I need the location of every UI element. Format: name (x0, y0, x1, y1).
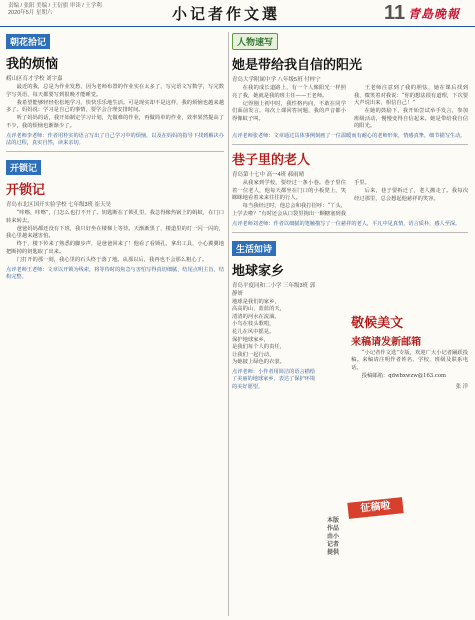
article-subtitle: 来稿请发新邮箱 (351, 336, 422, 348)
editor-signature: 张 洋 (455, 384, 468, 391)
article-byline: 青岛第十七中 高一4班 郝雨晴 (232, 172, 305, 179)
header-meta (8, 3, 102, 17)
article-my-troubles (6, 53, 224, 147)
newspaper-logo: 青島晚報 (408, 7, 461, 21)
divider (232, 144, 468, 145)
teacher-comment: 点评老师张老师：文章通过具体事例刻画了一位温暖而有耐心的老师形象，情感真挚，细节描写生动。 (232, 133, 466, 140)
divider (6, 151, 224, 152)
paragraph: 我希望能够轻轻松松地学习，快快乐乐地生活。可是现实却不是这样，我的烦恼也越来越多了。妈妈说：学习是自己的事情，要学会合理安排时间。 (6, 99, 224, 114)
poem-line: 高高的山，蓝蓝的天， (232, 306, 285, 313)
poem-line: 小鸟在枝头歌唱， (232, 321, 275, 328)
article-title: 她是带给我自信的阳光 (232, 58, 363, 73)
article-byline: 青岛市北区国开实验学校 七年级3班 崔天昊 (6, 201, 112, 208)
article-unlocking (6, 179, 224, 281)
article-body (351, 350, 468, 381)
poem-line: 保护地球家乡， (232, 336, 270, 343)
paragraph: 王老师注意到了我的胆怯，她在课后找到我，微笑着对我说：“你的想法很有道理，下次要大声说出来，相信自己！” (354, 85, 468, 107)
poem-body (232, 299, 319, 367)
article-byline: 青岛大学附属中学 八年级5班 付梓宁 (232, 77, 321, 83)
article-title: 我的烦恼 (6, 57, 59, 72)
paragraph: 最近的我，总是为作业发愁，因为老师布置的作业实在太多了，写完语文写数学，写完数学写英语，每天都要写到很晚才能睡觉。 (6, 84, 224, 98)
teacher-comment: 点评老师：小作者用简洁的语言描绘了美丽的地球家乡，表达了保护环境的美好愿望。 (232, 368, 316, 390)
paragraph: 门打开的那一刻，我心里的石头终于落了地。从那以后，我再也不会那么粗心了。 (16, 257, 208, 264)
paragraph: 记得刚上初中时，我性格内向，不敢在同学们面前发言。每次上课回答问题，我的声音都小得像蚊子叫。 (232, 100, 346, 122)
page-header (0, 0, 475, 27)
divider (232, 232, 468, 233)
article-byline: 崂山区育才学校 刘宇嘉 (6, 76, 63, 82)
article-body (232, 180, 468, 218)
editor-credits: 责编 / 张阳 美编 / 王衍旗 审读 / 王学利 (8, 3, 102, 9)
teacher-comment: 点评老师王老师：文章以开锁为线索，将等待时的焦急与害怕写得真切细腻，结尾点明主旨，结构完整。 (6, 266, 224, 281)
vertical-note: 本版作品由小记者提供 (326, 517, 339, 556)
article-title: 地球家乡 (232, 263, 285, 279)
page-number: 11 (384, 2, 406, 24)
article-sunshine (232, 54, 468, 140)
paragraph: “小记者作文选”专版，欢迎广大小记者踊跃投稿。来稿请注明作者姓名、学校、班级及联系电话。 (351, 349, 468, 371)
left-column (6, 30, 224, 281)
paragraph: 从我家到学校，要经过一条小巷。巷子里住着一位老人，他每天都坐在门口的小板凳上，笑眯眯地看着来来往往的行人。 (232, 180, 346, 202)
paragraph: 听了妈妈的话，我开始制定学习计划，先做难的作业，再做简单的作业，效率果然提高了不少，我的烦恼也渐渐少了。 (6, 115, 224, 129)
teacher-comment: 点评老师李老师：作者用朴实的语言写出了自己学习中的烦恼，以及在妈妈的指导下找到解决办法的过程，真实自然，读来亲切。 (6, 132, 224, 146)
bottom-row (232, 256, 468, 393)
paragraph: 在我的成长道路上，有一个人像阳光一样照亮了我，她就是我的班主任——王老师。 (232, 85, 346, 99)
article-call-for-submissions (351, 308, 468, 393)
paragraph: 每当我经过时，他总会和我打招呼：“丫头，上学去啦？”有时还会从口袋里掏出一颗糖塞到我手里。 (232, 180, 370, 217)
paragraph: 终于，楼下传来了熟悉的脚步声，是爸爸回来了！他看了看锁孔，拿出工具，小心翼翼地把断掉的钥匙取了出来。 (6, 241, 224, 255)
article-body (232, 85, 468, 131)
issue-date: 2020年5月 星期六 (8, 10, 53, 16)
column-divider (228, 32, 229, 616)
section-tag-kaisuo: 开锁记 (6, 160, 41, 175)
article-title: 开锁记 (6, 182, 46, 198)
poem-line: 为她披上绿色的衣裳。 (232, 359, 285, 366)
call-for-submissions-badge: 征稿啦 (347, 497, 403, 519)
paragraph: “咔嚓，咔嚓”，门怎么也打不开了。钥匙断在了锁孔里，我急得像热锅上的蚂蚁，在门口转来转去。 (6, 209, 224, 224)
paragraph: 在她的鼓励下，我开始尝试举手发言，参加班级活动，慢慢变得自信起来。她是带给我自信的阳光。 (354, 108, 468, 130)
poem-line: 让我们一起行动， (232, 351, 275, 358)
article-title: 巷子里的老人 (232, 153, 311, 169)
email-address[interactable]: 投稿邮箱：qdwbxwzw@163.com (361, 372, 447, 379)
section-tag-renwu: 人物速写 (232, 33, 278, 50)
poem-line: 地球是我们的家乡， (232, 298, 280, 305)
masthead-title: 小记者作文選 (172, 5, 281, 23)
article-body (6, 84, 224, 131)
article-body (6, 210, 224, 265)
paragraph: 后来，巷子要拆迁了，老人搬走了。我每次经过那里，总会想起他慈祥的笑容。 (354, 188, 468, 202)
article-byline: 青岛平度同和二小学 三年级3班 郭静妍 (232, 282, 316, 297)
article-old-man (232, 149, 468, 228)
paragraph: 爸爸妈妈都还没有下班，我只好坐在楼梯上等待。天渐渐黑了，楼道里的灯一闪一闪的，我心里越来越害怕。 (6, 225, 224, 240)
teacher-comment: 点评老师刘老师：作者以细腻的笔触描写了一位慈祥的老人，平凡中见真情，语言质朴，感人至深。 (232, 220, 461, 227)
poem-line: 清清的河水在流淌。 (232, 313, 280, 320)
article-earth-poem (232, 256, 319, 393)
right-column (232, 30, 468, 392)
poem-line: 是我们每个人的责任， (232, 344, 285, 351)
poem-line: 花儿在风中摇晃。 (232, 328, 275, 335)
section-tag-chaohua: 朝花拾记 (6, 34, 50, 49)
article-title: 敬候美文 (351, 315, 404, 331)
section-tag-shenghuo: 生活如诗 (232, 241, 276, 256)
